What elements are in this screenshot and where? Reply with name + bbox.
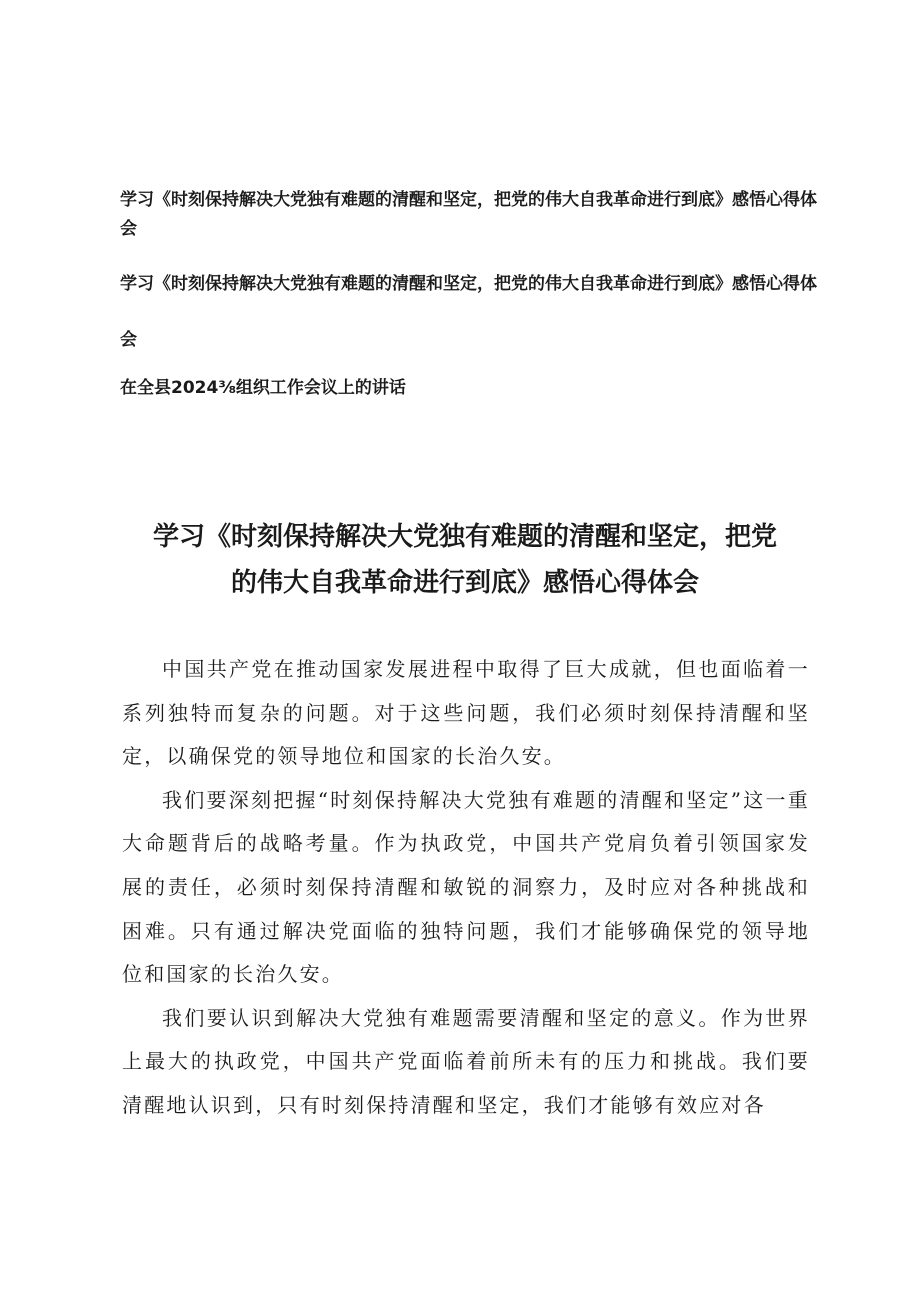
article-body: [122, 648, 810, 1128]
article-title-line: 学习《时刻保持解决大党独有难题的清醒和坚定，把党: [152, 522, 777, 552]
body-paragraph: 我们要深刻把握“时刻保持解决大党独有难题的清醒和坚定”这一重大命题背后的战略考量。作为执政党，中国共产党肩负着引领国家发展的责任，必须时刻保持清醒和敏锐的洞察力，及时应对各种挑战和困难。只有通过解决党面临的独特问题，我们才能够确保党的领导地位和国家的长治久安。: [122, 787, 810, 987]
body-paragraph: 中国共产党在推动国家发展进程中取得了巨大成就，但也面临着一系列独特而复杂的问题。对于这些问题，我们必须时刻保持清醒和坚定，以确保党的领导地位和国家的长治久安。: [122, 657, 810, 769]
article-title: [120, 514, 810, 606]
table-of-contents: [120, 186, 820, 408]
toc-entry[interactable]: 学习《时刻保持解决大党独有难题的清醒和坚定，把党的伟大自我革命进行到底》感悟心得体会: [120, 274, 817, 350]
toc-entry[interactable]: 学习《时刻保持解决大党独有难题的清醒和坚定，把党的伟大自我革命进行到底》感悟心得体会: [120, 190, 817, 239]
article-title-line: 的伟大自我革命进行到底》感悟心得体会: [230, 568, 699, 598]
body-paragraph: 我们要认识到解决大党独有难题需要清醒和坚定的意义。作为世界上最大的执政党，中国共产党面临着前所未有的压力和挑战。我们要清醒地认识到，只有时刻保持清醒和坚定，我们才能够有效应对各: [122, 1005, 810, 1117]
toc-entry[interactable]: 在全县2024⅜组织工作会议上的讲话: [120, 378, 406, 398]
